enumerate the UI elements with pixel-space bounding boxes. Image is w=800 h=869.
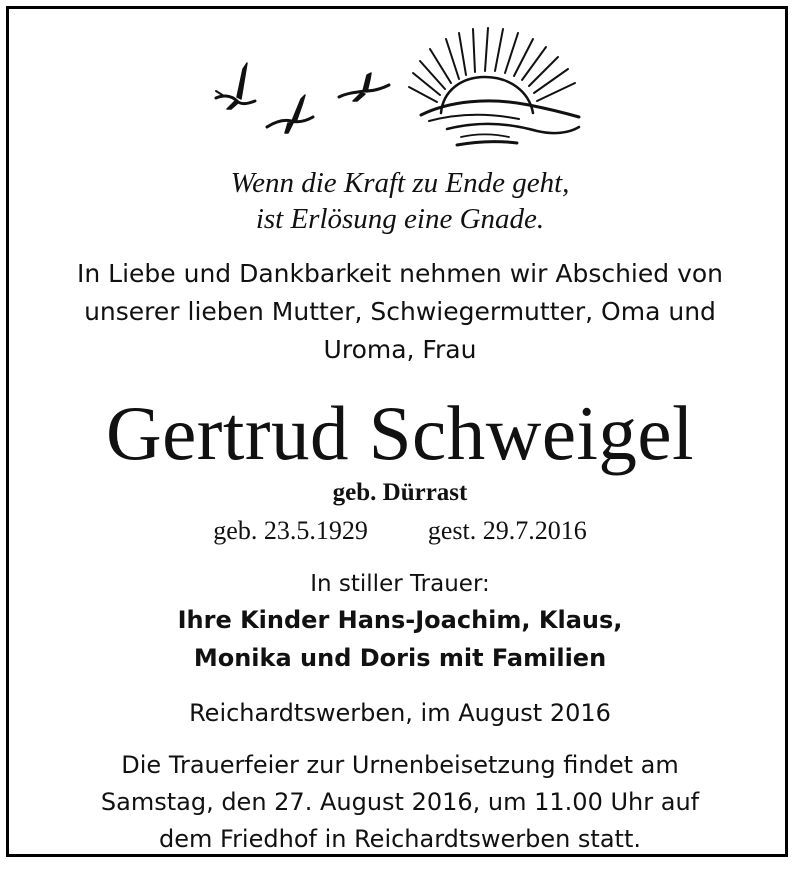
ceremony-line-3: dem Friedhof in Reichardtswerben statt. [159, 825, 641, 853]
place-date: Reichardtswerben, im August 2016 [189, 699, 611, 727]
birth-date: geb. 23.5.1929 [213, 516, 368, 545]
flying-cranes-icon [216, 63, 389, 133]
quote-line-1: Wenn die Kraft zu Ende geht, [230, 167, 570, 199]
header-artwork [9, 9, 788, 159]
obituary-frame [6, 6, 788, 857]
ceremony-line-1: Die Trauerfeier zur Urnenbeisetzung findet am [121, 751, 679, 779]
life-dates [9, 515, 788, 547]
intro-line-2: unserer lieben Mutter, Schwiegermutter, Oma und [84, 297, 716, 326]
mourners-heading: In stiller Trauer: [310, 571, 490, 597]
deceased-name: Gertrud Schweigel [106, 390, 694, 476]
quote-line-2: ist Erlösung eine Gnade. [255, 203, 545, 235]
intro-line-3: Uroma, Frau [323, 335, 477, 364]
mourners-line-1: Ihre Kinder Hans-Joachim, Klaus, [177, 606, 623, 634]
mourners-line-2: Monika und Doris mit Familien [193, 644, 607, 672]
birth-name: geb. Dürrast [332, 479, 468, 506]
sunset-over-hills-icon [409, 28, 579, 145]
death-date: gest. 29.7.2016 [427, 516, 587, 545]
ceremony-line-2: Samstag, den 27. August 2016, um 11.00 Uhr auf [100, 788, 700, 816]
intro-line-1: In Liebe und Dankbarkeit nehmen wir Abschied von [76, 259, 724, 288]
